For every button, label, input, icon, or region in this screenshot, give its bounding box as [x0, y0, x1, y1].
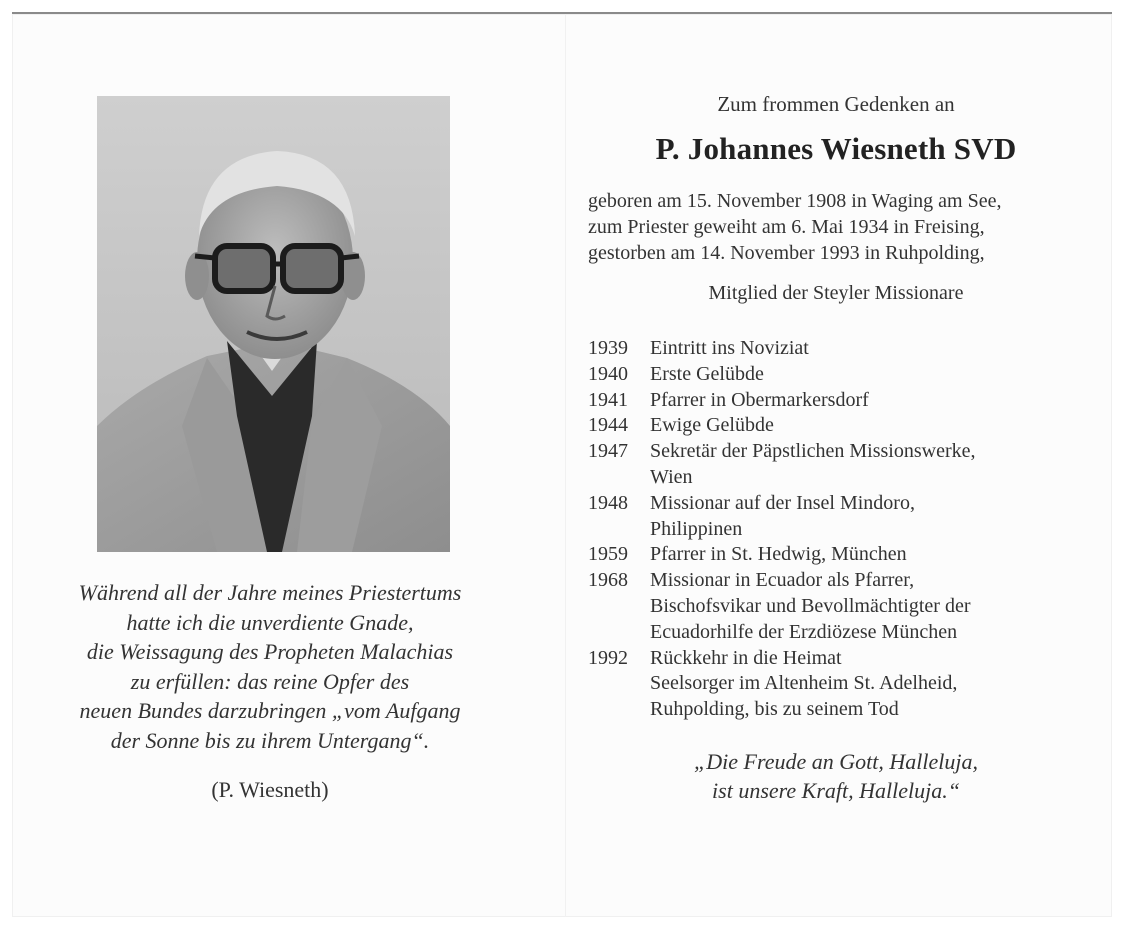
quote-line: Während all der Jahre meines Priestertums	[78, 580, 462, 605]
timeline-event: Wien	[650, 465, 693, 488]
life-timeline	[588, 336, 1078, 723]
timeline-row	[588, 542, 1078, 568]
timeline-year: 1992	[588, 646, 628, 669]
membership: Mitglied der Steyler Missionare	[708, 282, 964, 304]
bio-line-died: gestorben am 14. November 1993 in Ruhpolding,	[588, 242, 985, 264]
bio-line-ordained: zum Priester geweiht am 6. Mai 1934 in Freising,	[588, 216, 985, 238]
timeline-row	[588, 646, 1078, 723]
quote-line: der Sonne bis zu ihrem Untergang“.	[110, 727, 430, 753]
timeline-year: 1968	[588, 569, 628, 592]
timeline-year: 1939	[588, 337, 628, 359]
timeline-event: Ecuadorhilfe der Erzdiözese München	[650, 620, 958, 643]
timeline-year: 1940	[588, 362, 628, 385]
timeline-year: 1959	[588, 543, 628, 566]
timeline-row	[588, 491, 1078, 543]
timeline-year: 1944	[588, 414, 628, 437]
timeline-event: Philippinen	[650, 517, 743, 540]
timeline-row	[588, 568, 1078, 645]
timeline-event: Ruhpolding, bis zu seinem Tod	[650, 698, 899, 721]
closing-quote	[588, 747, 1084, 805]
quote-line: die Weissagung des Propheten Malachias	[86, 639, 454, 665]
priesthood-quote	[30, 578, 510, 756]
timeline-event: Sekretär der Päpstlichen Missionswerke,	[650, 440, 976, 463]
timeline-row	[588, 413, 1078, 439]
timeline-event: Erste Gelübde	[650, 362, 764, 385]
quote-line: zu erfüllen: das reine Opfer des	[130, 668, 410, 694]
memorial-intro: Zum frommen Gedenken an	[717, 92, 955, 116]
timeline-row	[588, 388, 1078, 414]
quote-author: (P. Wiesneth)	[211, 777, 329, 802]
timeline-row	[588, 439, 1078, 491]
timeline-year: 1947	[588, 440, 628, 463]
closing-quote-line: „Die Freude an Gott, Halleluja,	[694, 749, 978, 774]
bio-line-born: geboren am 15. November 1908 in Waging am See,	[588, 190, 1002, 212]
timeline-row	[588, 336, 1078, 362]
timeline-event: Eintritt ins Noviziat	[650, 337, 809, 359]
timeline-row	[588, 362, 1078, 388]
timeline-event: Bischofsvikar und Bevollmächtigter der	[650, 594, 971, 617]
portrait-photo	[97, 96, 450, 552]
timeline-event: Missionar auf der Insel Mindoro,	[650, 491, 915, 514]
timeline-event: Rückkehr in die Heimat	[650, 646, 842, 669]
portrait-photo-icon	[97, 96, 450, 552]
timeline-event: Pfarrer in St. Hedwig, München	[650, 543, 907, 566]
deceased-name: P. Johannes Wiesneth SVD	[655, 131, 1017, 166]
timeline-year: 1948	[588, 491, 628, 514]
timeline-event: Seelsorger im Altenheim St. Adelheid,	[650, 672, 958, 695]
timeline-event: Missionar in Ecuador als Pfarrer,	[650, 569, 915, 592]
bio-dates	[588, 188, 1078, 266]
closing-quote-line: ist unsere Kraft, Halleluja.“	[712, 778, 960, 803]
timeline-event: Pfarrer in Obermarkersdorf	[650, 388, 869, 411]
quote-line: hatte ich die unverdiente Gnade,	[126, 609, 414, 635]
card-fold-line	[565, 14, 566, 917]
timeline-event: Ewige Gelübde	[650, 414, 774, 437]
quote-line: neuen Bundes darzubringen „vom Aufgang	[79, 698, 461, 724]
timeline-year: 1941	[588, 388, 628, 411]
